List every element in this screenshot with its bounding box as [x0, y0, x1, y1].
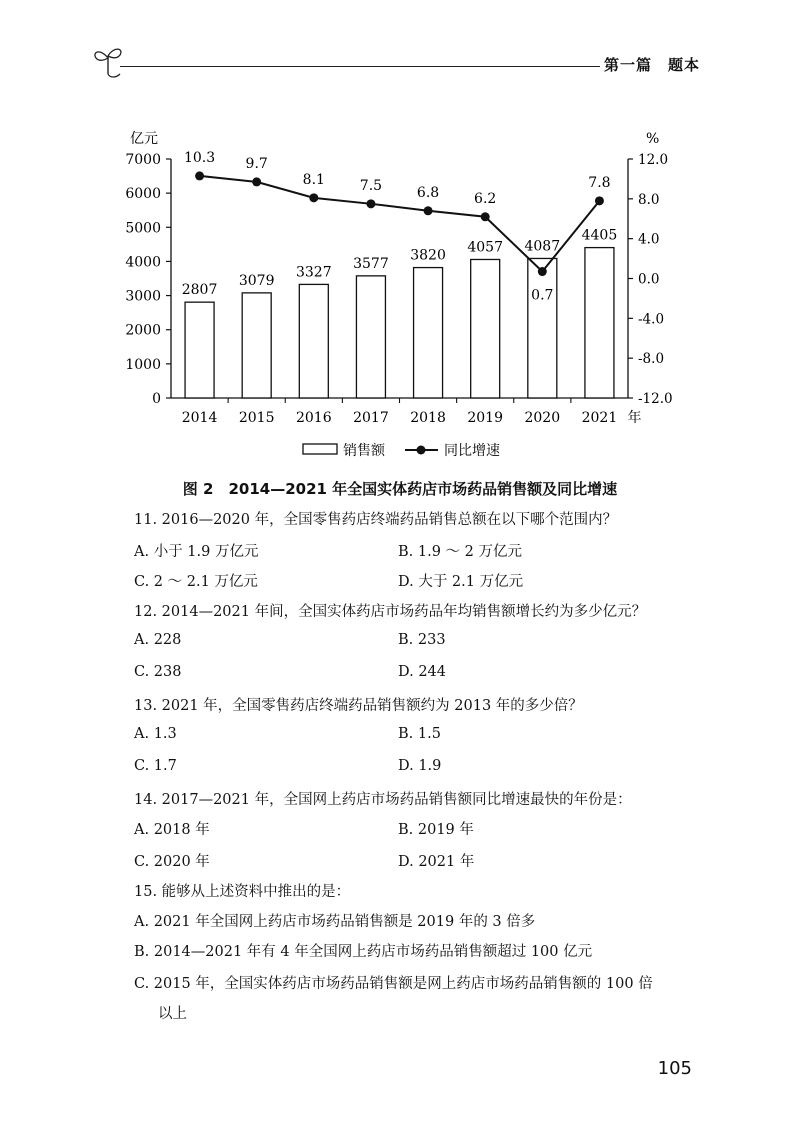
growth-point — [424, 206, 433, 215]
question-12: 12. 2014—2021 年间，全国实体药店市场药品年均销售额增长约为多少亿元？ — [134, 604, 647, 620]
sales-bar — [299, 284, 328, 398]
growth-point — [366, 199, 375, 208]
growth-label: 6.8 — [416, 184, 440, 201]
bar-series — [182, 228, 618, 398]
growth-point — [538, 267, 547, 276]
x-axis-suffix: 年 — [627, 410, 642, 426]
left-tick-label: 0 — [152, 391, 161, 407]
q14-option-c: C. 2020 年 — [134, 854, 210, 870]
sales-bar-label: 3327 — [295, 264, 332, 281]
sales-bar-label: 4057 — [467, 239, 504, 256]
question-13: 13. 2021 年，全国零售药店终端药品销售额约为 2013 年的多少倍？ — [134, 698, 583, 714]
x-tick-label: 2015 — [238, 410, 275, 426]
growth-point — [195, 171, 204, 180]
sales-bar — [242, 293, 271, 398]
sales-bar-label: 2807 — [181, 282, 218, 299]
q12-option-c: C. 238 — [134, 664, 182, 680]
growth-label: 7.5 — [359, 177, 383, 194]
right-tick-label: -4.0 — [638, 311, 665, 328]
q11-option-b: B. 1.9 ～ 2 万亿元 — [398, 544, 522, 560]
legend-bar-swatch — [303, 444, 337, 454]
right-axis-unit: % — [646, 131, 660, 147]
x-tick-label: 2017 — [353, 410, 389, 426]
sales-bar-label: 3079 — [238, 272, 275, 289]
sales-bar — [356, 276, 385, 398]
sales-bar — [471, 259, 500, 398]
sales-bar — [528, 258, 557, 398]
growth-point — [481, 212, 490, 221]
q12-option-d: D. 244 — [398, 664, 447, 680]
q15-option-c-continued: 以上 — [158, 1006, 187, 1022]
sales-bar — [185, 302, 214, 398]
left-tick-label: 5000 — [125, 220, 161, 237]
chart-legend — [303, 442, 500, 459]
sales-bar-label: 4087 — [524, 238, 561, 255]
left-axis-unit: 亿元 — [130, 131, 158, 147]
growth-point — [252, 177, 261, 186]
sales-bar — [585, 248, 614, 398]
x-tick-label: 2016 — [295, 410, 332, 426]
q14-option-a: A. 2018 年 — [134, 822, 210, 838]
growth-label: 8.1 — [302, 171, 325, 188]
q11-option-c: C. 2 ～ 2.1 万亿元 — [134, 574, 258, 590]
legend-bar-label: 销售额 — [343, 443, 385, 459]
section-title: 第一篇 题本 — [603, 56, 700, 74]
q15-option-c: C. 2015 年，全国实体药店市场药品销售额是网上药店市场药品销售额的 100 倍 — [134, 976, 653, 992]
q12-option-a: A. 228 — [134, 632, 182, 648]
x-tick-label: 2020 — [524, 410, 561, 426]
q13-option-a: A. 1.3 — [134, 726, 177, 742]
page-number: 105 — [657, 1058, 692, 1079]
q11-option-d: D. 大于 2.1 万亿元 — [398, 574, 524, 590]
q15-option-b: B. 2014—2021 年有 4 年全国网上药店市场药品销售额超过 100 亿元 — [134, 944, 593, 960]
left-tick-label: 7000 — [125, 152, 161, 168]
x-tick-label: 2019 — [467, 410, 504, 426]
q11-option-a: A. 小于 1.9 万亿元 — [134, 544, 259, 560]
growth-point — [595, 196, 604, 205]
growth-label: 10.3 — [183, 149, 216, 166]
legend-line-marker — [417, 446, 426, 455]
growth-label: 0.7 — [531, 287, 554, 304]
q13-option-c: C. 1.7 — [134, 758, 177, 774]
left-tick-label: 2000 — [125, 322, 161, 339]
growth-point — [309, 193, 318, 202]
q13-option-d: D. 1.9 — [398, 758, 442, 774]
q15-option-a: A. 2021 年全国网上药店市场药品销售额是 2019 年的 3 倍多 — [134, 914, 536, 930]
left-tick-label: 6000 — [125, 186, 161, 203]
growth-line — [200, 176, 600, 272]
growth-label: 7.8 — [588, 174, 611, 191]
sales-bar-label: 3820 — [410, 247, 446, 264]
figure-caption: 图 2 2014—2021 年全国实体药店市场药品销售额及同比增速 — [182, 480, 618, 498]
x-tick-label: 2021 — [581, 410, 618, 426]
left-tick-label: 1000 — [125, 356, 161, 373]
growth-label: 9.7 — [245, 155, 268, 172]
growth-label: 6.2 — [474, 190, 497, 207]
sales-bar — [414, 268, 443, 398]
right-tick-label: 12.0 — [638, 152, 669, 168]
sales-bar-label: 4405 — [581, 227, 618, 244]
q12-option-b: B. 233 — [398, 632, 446, 648]
question-14: 14. 2017—2021 年，全国网上药店市场药品销售额同比增速最快的年份是： — [134, 792, 632, 808]
legend-line-label: 同比增速 — [444, 443, 500, 459]
question-11: 11. 2016—2020 年，全国零售药店终端药品销售总额在以下哪个范围内？ — [134, 512, 618, 528]
sales-bar-label: 3577 — [353, 255, 389, 272]
left-tick-label: 4000 — [125, 254, 161, 271]
right-tick-label: 8.0 — [638, 191, 660, 208]
right-tick-label: -8.0 — [638, 351, 665, 368]
question-15: 15. 能够从上述资料中推出的是： — [134, 884, 351, 900]
right-tick-label: 0.0 — [638, 271, 660, 288]
x-tick-label: 2014 — [181, 410, 218, 426]
combo-chart — [0, 0, 800, 470]
left-tick-label: 3000 — [125, 288, 161, 305]
q14-option-d: D. 2021 年 — [398, 854, 475, 870]
right-tick-label: -12.0 — [638, 391, 673, 407]
q14-option-b: B. 2019 年 — [398, 822, 474, 838]
x-tick-label: 2018 — [410, 410, 446, 426]
q13-option-b: B. 1.5 — [398, 726, 441, 742]
right-tick-label: 4.0 — [638, 231, 660, 248]
